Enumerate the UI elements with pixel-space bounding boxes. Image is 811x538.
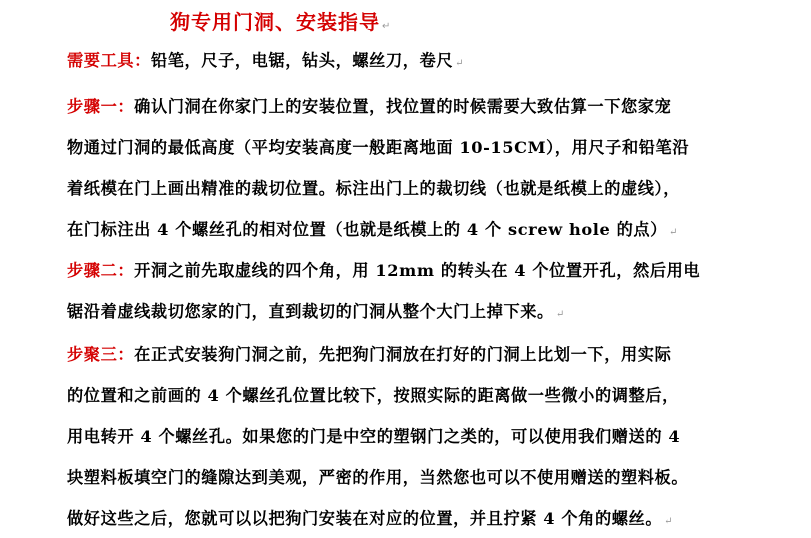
paragraph-mark-icon: ↵ [669, 227, 678, 238]
step1-text-1: 确认门洞在你家门上的安装位置，找位置的时候需要大致估算一下您家宠 [134, 97, 672, 116]
step3-text-5: 做好这些之后，您就可以以把狗门安装在对应的位置，并且拧紧 4 个角的螺丝。 [67, 509, 663, 528]
step2-line-1 [67, 257, 700, 281]
step3-line-1 [67, 341, 671, 365]
document-title [170, 6, 391, 35]
step1-line-3 [67, 175, 680, 199]
tools-line [67, 47, 464, 71]
step1-text-3: 着纸模在门上画出精准的裁切位置。标注出门上的裁切线（也就是纸模上的虚线）， [67, 179, 681, 198]
step1-line-4 [67, 216, 678, 240]
step1-line-1 [67, 93, 671, 117]
tools-text: 铅笔，尺子，电锯，钻头，螺丝刀，卷尺 [150, 51, 454, 70]
paragraph-mark-icon: ↵ [664, 516, 674, 527]
step2-text-2: 锯沿着虚线裁切您家的门，直到裁切的门洞从整个大门上掉下来。 [67, 302, 554, 321]
step3-line-5 [67, 505, 673, 529]
step3-text-1: 在正式安装狗门洞之前，先把狗门洞放在打好的门洞上比划一下，用实际 [134, 345, 672, 364]
title-text: 狗专用门洞、安装指导 [170, 10, 380, 34]
step1-line-2 [67, 134, 689, 158]
step3-line-4 [67, 464, 688, 488]
paragraph-mark-icon: ↵ [382, 21, 392, 32]
step3-label: 步聚三： [67, 345, 135, 364]
step3-line-3 [67, 423, 680, 447]
step1-label: 步骤一： [67, 97, 135, 116]
paragraph-mark-icon: ↵ [455, 58, 465, 69]
step1-text-4: 在门标注出 4 个螺丝孔的相对位置（也就是纸模上的 4 个 screw hole 的点） [67, 220, 667, 239]
step2-line-2 [67, 298, 565, 322]
step3-text-3: 用电转开 4 个螺丝孔。如果您的门是中空的塑钢门之类的，可以使用我们赠送的 4 [67, 427, 681, 446]
step1-text-2: 物通过门洞的最低高度（平均安装高度一般距离地面 10-15CM），用尺子和铅笔沿 [67, 138, 690, 157]
tools-label: 需要工具： [67, 51, 151, 70]
step2-text-1: 开洞之前先取虚线的四个角，用 12mm 的转头在 4 个位置开孔，然后用电 [134, 261, 701, 280]
paragraph-mark-icon: ↵ [555, 309, 565, 320]
step3-line-2 [67, 382, 679, 406]
step2-label: 步骤二： [67, 261, 135, 280]
step3-text-2: 的位置和之前画的 4 个螺丝孔位置比较下，按照实际的距离做一些微小的调整后， [67, 386, 679, 405]
step3-text-4: 块塑料板填空门的缝隙达到美观，严密的作用，当然您也可以不使用赠送的塑料板。 [67, 468, 689, 487]
